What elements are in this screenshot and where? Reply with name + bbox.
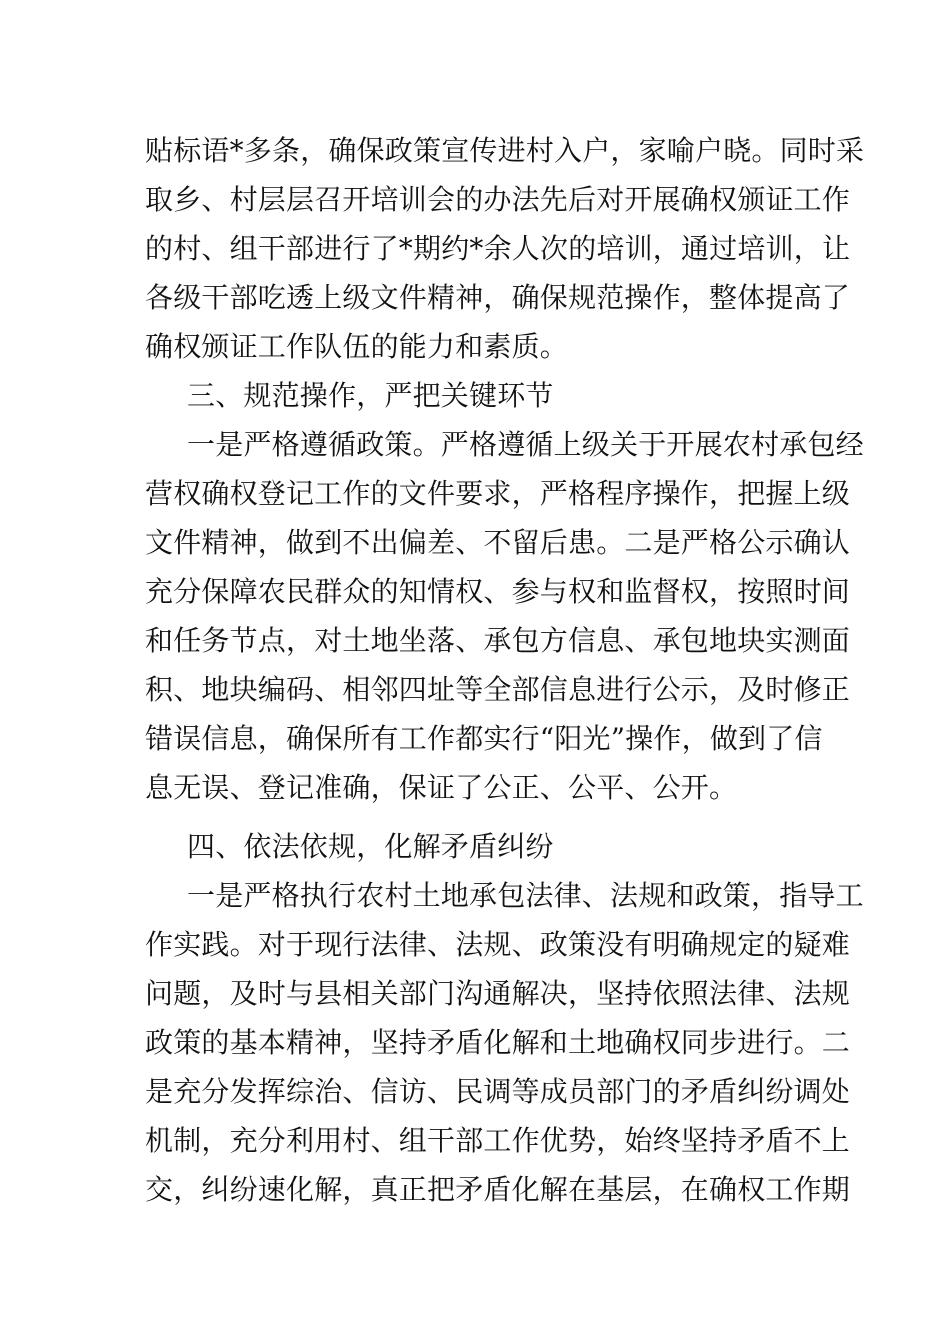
- text-line: 贴标语*多条，确保政策宣传进村入户，家喻户晓。同时采: [145, 134, 865, 167]
- text-line: 问题，及时与县相关部门沟通解决，坚持依照法律、法规: [145, 977, 851, 1010]
- text-line: 机制，充分利用村、组干部工作优势，始终坚持矛盾不上: [145, 1124, 851, 1157]
- text-line: 一是严格执行农村土地承包法律、法规和政策，指导工: [187, 879, 864, 912]
- text-line: 营权确权登记工作的文件要求，严格程序操作，把握上级: [145, 477, 851, 510]
- text-line: 积、地块编码、相邻四址等全部信息进行公示，及时修正: [145, 673, 851, 706]
- text-line: 政策的基本精神，坚持矛盾化解和土地确权同步进行。二: [145, 1026, 851, 1059]
- text-line: 充分保障农民群众的知情权、参与权和监督权，按照时间: [145, 575, 851, 608]
- text-line: 各级干部吃透上级文件精神，确保规范操作，整体提高了: [145, 281, 851, 314]
- text-line: 文件精神，做到不出偏差、不留后患。二是严格公示确认: [145, 526, 851, 559]
- text-line: 错误信息，确保所有工作都实行“阳光”操作，做到了信: [145, 722, 823, 755]
- text-line: 是充分发挥综治、信访、民调等成员部门的矛盾纠纷调处: [145, 1075, 851, 1108]
- section-heading: 四、依法依规，化解矛盾纠纷: [187, 830, 554, 863]
- text-line: 和任务节点，对土地坐落、承包方信息、承包地块实测面: [145, 624, 851, 657]
- text-line: 作实践。对于现行法律、法规、政策没有明确规定的疑难: [145, 928, 851, 961]
- text-line: 取乡、村层层召开培训会的办法先后对开展确权颁证工作: [145, 183, 851, 216]
- section-heading: 三、规范操作，严把关键环节: [187, 379, 554, 412]
- text-line: 确权颁证工作队伍的能力和素质。: [145, 330, 569, 363]
- text-line: 交，纠纷速化解，真正把矛盾化解在基层，在确权工作期: [145, 1173, 851, 1206]
- text-line: 一是严格遵循政策。严格遵循上级关于开展农村承包经: [187, 428, 864, 461]
- text-line: 息无误、登记准确，保证了公正、公平、公开。: [145, 771, 738, 804]
- text-line: 的村、组干部进行了*期约*余人次的培训，通过培训，让: [145, 232, 851, 265]
